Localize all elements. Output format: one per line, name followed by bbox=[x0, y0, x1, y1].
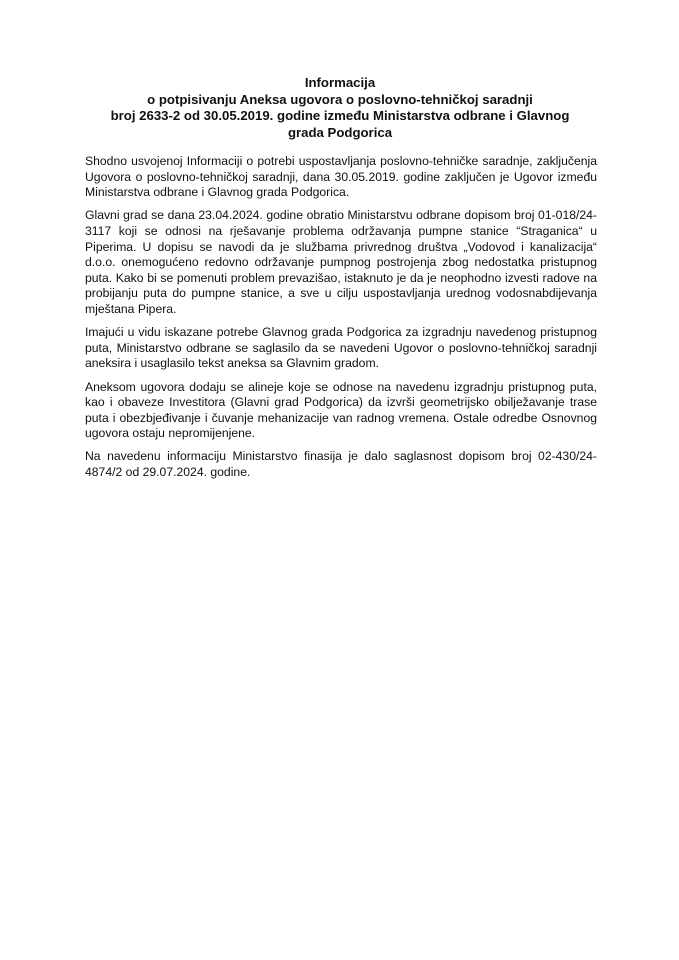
document-body bbox=[85, 154, 597, 488]
paragraph-2: Glavni grad se dana 23.04.2024. godine obratio Ministarstvu odbrane dopisom broj 01-018/24-3117 koji se odnosi na rješavanje problema održavanja pumpne stanice “Straganica“ u Piperima. U dopisu se navodi da je službama privrednog društva „Vodovod i kanalizacija“ d.o.o. onemogućeno redovno održavanje pumpnog postrojenja zbog nedostatka pristupnog puta. Kako bi se pomenuti problem prevazišao, istaknuto je da je neophodno izvesti radove na probijanju puta do pumpne stanice, a sve u cilju uspostavljanja urednog vodosnabdijevanja mještana Pipera. bbox=[85, 208, 597, 316]
paragraph-1: Shodno usvojenoj Informaciji o potrebi uspostavljanja poslovno-tehničke saradnje, zaključenja Ugovora o poslovno-tehničkoj saradnji, dana 30.05.2019. godine zaključen je Ugovor između Ministarstva odbrane i Glavnog grada Podgorica. bbox=[85, 154, 597, 200]
title-line-4: grada Podgorica bbox=[287, 124, 393, 140]
title-line-2: o potpisivanju Aneksa ugovora o poslovno-tehničkoj saradnji bbox=[147, 91, 533, 107]
document-title bbox=[80, 75, 600, 141]
title-line-3: broj 2633-2 od 30.05.2019. godine između Ministarstva odbrane i Glavnog bbox=[110, 108, 570, 123]
paragraph-3: Imajući u vidu iskazane potrebe Glavnog grada Podgorica za izgradnju navedenog pristupnog puta, Ministarstvo odbrane se saglasilo da se navedeni Ugovor o poslovno-tehničkoj saradnji aneksira i usaglasilo tekst aneksa sa Glavnim gradom. bbox=[85, 325, 597, 371]
paragraph-4: Aneksom ugovora dodaju se alineje koje se odnose na navedenu izgradnju pristupnog puta, kao i obaveze Investitora (Glavni grad Podgorica) da izvrši geometrijsko obilježavanje trase puta i obezbjeđivanje i čuvanje mehanizacije van radnog vremena. Ostale odredbe Osnovnog ugovora ostaju nepromijenjene. bbox=[85, 379, 597, 441]
paragraph-5: Na navedenu informaciju Ministarstvo finasija je dalo saglasnost dopisom broj 02-430/24-4874/2 od 29.07.2024. godine. bbox=[85, 449, 597, 480]
title-line-1: Informacija bbox=[304, 75, 376, 90]
